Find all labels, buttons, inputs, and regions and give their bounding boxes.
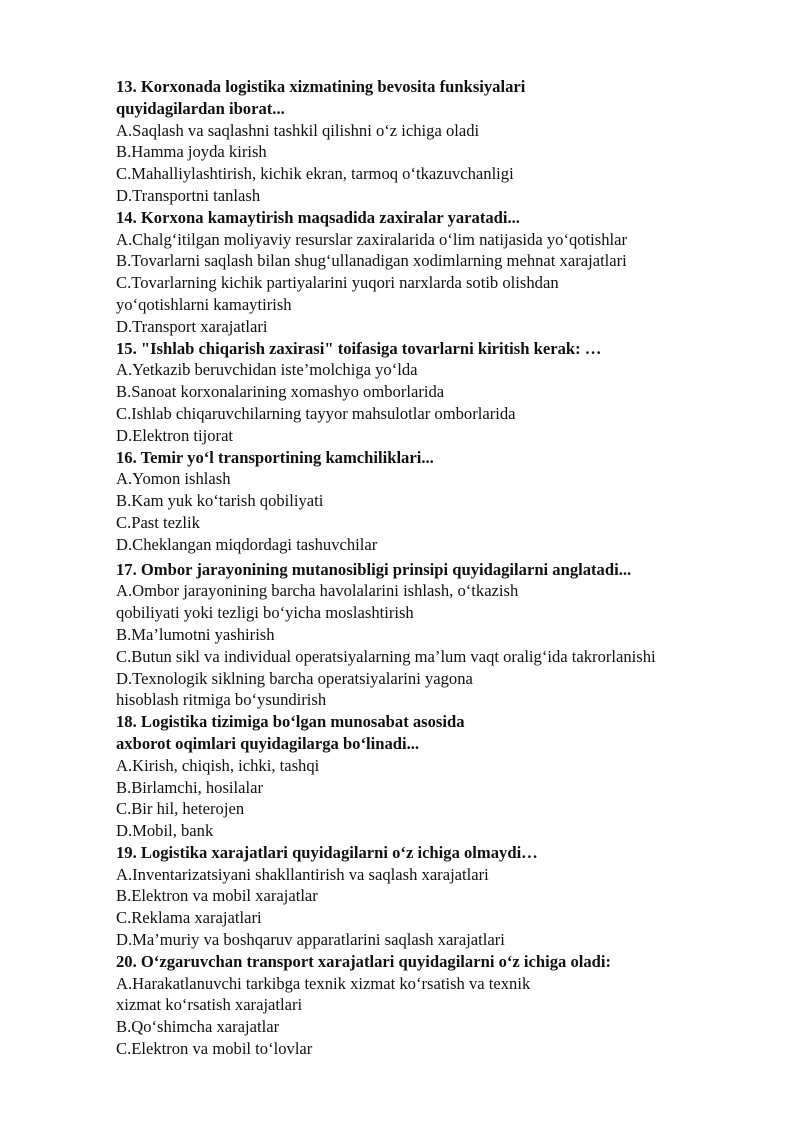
- option-b: B.Elektron va mobil xarajatlar: [116, 886, 318, 906]
- question-title: 17. Ombor jarayonining mutanosibligi prinsipi quyidagilarni anglatadi...: [116, 559, 632, 579]
- option-b: B.Birlamchi, hosilalar: [116, 777, 264, 797]
- option-a: A.Harakatlanuvchi tarkibga texnik xizmat ko‘rsatish va texnik xizmat ko‘rsatish xarajatlari: [116, 973, 531, 1015]
- option-c: C.Butun sikl va individual operatsiyalarning ma’lum vaqt oralig‘ida takrorlanishi: [116, 646, 656, 666]
- option-c: C.Mahalliylashtirish, kichik ekran, tarmoq o‘tkazuvchanligi: [116, 164, 514, 184]
- document-page: [116, 76, 776, 1060]
- question-17: [116, 559, 776, 712]
- question-title: 19. Logistika xarajatlari quyidagilarni o‘z ichiga olmaydi…: [116, 842, 538, 862]
- option-c: C.Tovarlarning kichik partiyalarini yuqori narxlarda sotib olishdan yo‘qotishlarni kamaytirish: [116, 273, 559, 314]
- option-a: A.Yetkazib beruvchidan iste’molchiga yo‘lda: [116, 360, 418, 380]
- question-19: [116, 842, 776, 951]
- option-c: C.Elektron va mobil to‘lovlar: [116, 1039, 313, 1059]
- option-a: A.Ombor jarayonining barcha havolalarini ishlash, o‘tkazish qobiliyati yoki tezligi bo‘yicha moslashtirish: [116, 581, 519, 623]
- option-c: C.Reklama xarajatlari: [116, 908, 262, 928]
- question-16: [116, 447, 776, 556]
- option-d: D.Transportni tanlash: [116, 185, 261, 205]
- question-20: [116, 951, 776, 1060]
- option-a: A.Saqlash va saqlashni tashkil qilishni o‘z ichiga oladi: [116, 120, 480, 140]
- option-d: D.Elektron tijorat: [116, 425, 234, 445]
- option-d: D.Cheklangan miqdordagi tashuvchilar: [116, 534, 378, 554]
- option-b: B.Hamma joyda kirish: [116, 142, 267, 162]
- question-18: [116, 711, 776, 842]
- option-b: B.Kam yuk ko‘tarish qobiliyati: [116, 491, 324, 511]
- option-a: A.Inventarizatsiyani shakllantirish va saqlash xarajatlari: [116, 864, 489, 884]
- option-a: A.Yomon ishlash: [116, 469, 231, 489]
- option-d: D.Texnologik siklning barcha operatsiyalarini yagona hisoblash ritmiga bo‘ysundirish: [116, 668, 473, 710]
- option-c: C.Past tezlik: [116, 512, 200, 532]
- question-title: 14. Korxona kamaytirish maqsadida zaxiralar yaratadi...: [116, 207, 520, 227]
- option-b: B.Tovarlarni saqlash bilan shug‘ullanadigan xodimlarning mehnat xarajatlari: [116, 251, 627, 271]
- option-a: A.Chalg‘itilgan moliyaviy resurslar zaxiralarida o‘lim natijasida yo‘qotishlar: [116, 229, 628, 249]
- question-13: [116, 76, 776, 207]
- question-title: 13. Korxonada logistika xizmatining bevosita funksiyalari quyidagilardan iborat...: [116, 77, 526, 118]
- option-d: D.Transport xarajatlari: [116, 316, 268, 336]
- question-title: 20. O‘zgaruvchan transport xarajatlari quyidagilarni o‘z ichiga oladi:: [116, 951, 612, 971]
- option-b: B.Ma’lumotni yashirish: [116, 624, 275, 644]
- option-d: D.Mobil, bank: [116, 821, 214, 841]
- option-b: B.Qo‘shimcha xarajatlar: [116, 1017, 280, 1037]
- option-a: A.Kirish, chiqish, ichki, tashqi: [116, 755, 320, 775]
- question-15: [116, 338, 776, 447]
- option-b: B.Sanoat korxonalarining xomashyo omborlarida: [116, 382, 445, 402]
- question-title: 15. "Ishlab chiqarish zaxirasi" toifasiga tovarlarni kiritish kerak: …: [116, 338, 602, 358]
- option-c: C.Ishlab chiqaruvchilarning tayyor mahsulotlar omborlarida: [116, 403, 516, 423]
- option-c: C.Bir hil, heterojen: [116, 799, 245, 819]
- question-title: 16. Temir yo‘l transportining kamchiliklari...: [116, 447, 434, 467]
- question-title: 18. Logistika tizimiga bo‘lgan munosabat asosida axborot oqimlari quyidagilarga bo‘linadi...: [116, 712, 465, 753]
- question-14: [116, 207, 776, 338]
- option-d: D.Ma’muriy va boshqaruv apparatlarini saqlash xarajatlari: [116, 930, 505, 950]
